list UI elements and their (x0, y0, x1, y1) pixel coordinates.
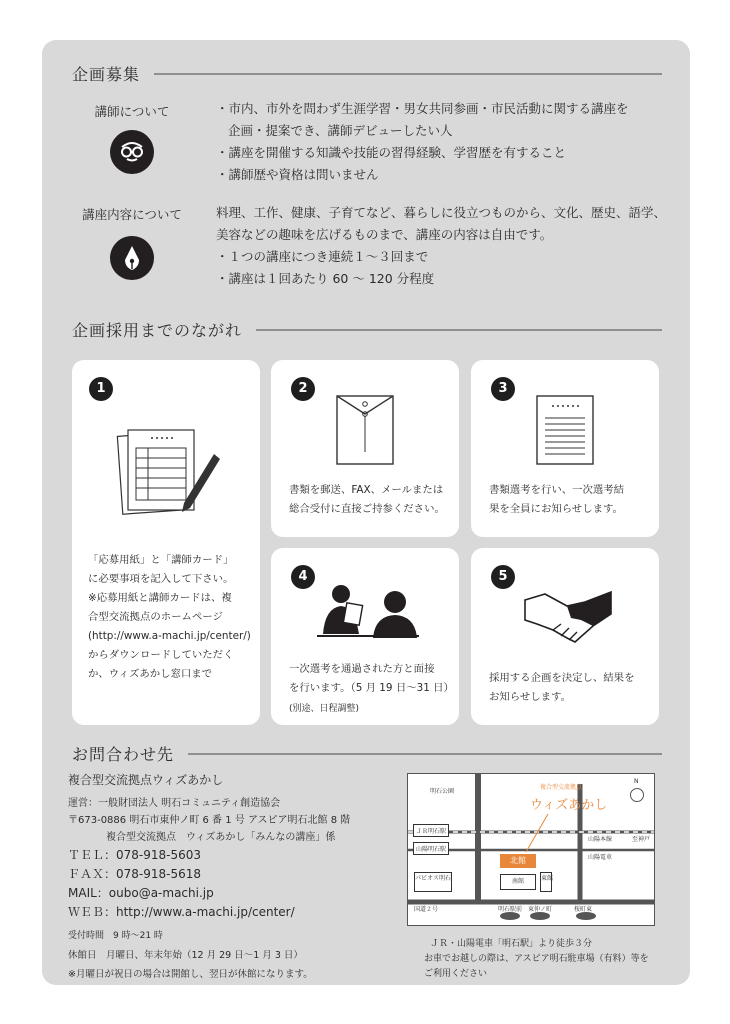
step-1-line-4: 合型交流拠点のホームページ (88, 611, 223, 623)
map-facility: ウィズあかし (530, 798, 608, 813)
content-item-1: 料理、工作、健康、子育てなど、暮らしに役立つものから、文化、歴史、語学、 (216, 205, 667, 220)
access-map (407, 773, 655, 926)
address: 〒673-0886 明石市東仲ノ町 6 番 1 号 アスピア明石北館 8 階 (68, 815, 351, 826)
step-card-5 (471, 548, 659, 725)
map-jr-station: ＪＲ明石駅 (413, 824, 449, 837)
map-facility-sub: 複合型交流拠点 (540, 784, 583, 791)
map-parking: お車でお越しの際は、アスピア明石駐車場（有料）等を (424, 954, 649, 964)
map-sanyo-station: 山陽明石駅 (413, 842, 449, 855)
flow-section-header (72, 318, 662, 341)
step-5-line-2: お知らせします。 (489, 691, 571, 703)
section-name: 複合型交流拠点 ウィズあかし「みんなの講座」係 (106, 832, 336, 843)
compass-icon (630, 788, 644, 802)
closed-days: 休館日 月曜日、年末年始（12 月 29 日～1 月 3 日） (68, 950, 303, 961)
step-number: 4 (291, 565, 315, 589)
map-east-building: 東館 (540, 872, 552, 892)
operator: 運営：一般財団法人 明石コミュニティ創造協会 (68, 798, 281, 809)
map-north-building: 北館 (500, 854, 536, 868)
pen-nib-icon (110, 236, 154, 280)
step-1-line-2: に必要事項を記入して下さい。 (88, 573, 234, 585)
closed-note: ※月曜日が祝日の場合は開館し、翌日が休館になります。 (68, 969, 313, 980)
contact-section-header (72, 742, 662, 765)
map-pavios: パピオス明石 (414, 872, 452, 892)
step-4-note: (別途、日程調整) (289, 704, 360, 714)
map-jr-line: 山陽本線 (588, 836, 613, 843)
lecturer-item-1: ・市内、市外を問わず生涯学習・男女共同参画・市民活動に関する講座を (216, 101, 629, 116)
mail-link[interactable]: MAIL：oubo@a-machi.jp (68, 886, 214, 900)
glasses-face-icon (110, 130, 154, 174)
fax: ＦＡＸ：078-918-5618 (68, 867, 202, 881)
step-number: 2 (291, 377, 315, 401)
divider (188, 753, 662, 755)
step-4-line-1: 一次選考を通過された方と面接 (289, 663, 435, 675)
hours: 受付時間 9 時～21 時 (68, 931, 163, 941)
step-1-line-7: か、ウィズあかし窓口まで (88, 668, 213, 680)
step-number: 3 (491, 377, 515, 401)
map-south-building: 南館 (500, 874, 536, 890)
step-2-line-2: 総合受付に直接ご持参ください。 (289, 503, 445, 515)
lecturer-item-1b: 企画・提案でき、講師デビューしたい人 (228, 123, 453, 138)
map-sanyo-line: 山陽電車 (588, 854, 613, 861)
divider (154, 73, 662, 75)
step-4-line-2: を行います。（5 月 19 日～31 日） (289, 682, 454, 694)
map-bus2: 東仲ノ町 (528, 906, 553, 913)
step-number: 5 (491, 565, 515, 589)
content-item-3: ・１つの講座につき連続１～３回まで (216, 249, 429, 264)
step-1-url: (http://www.a-machi.jp/center/) (88, 630, 251, 642)
step-card-1 (72, 360, 260, 725)
content-item-4: ・講座は１回あたり 60 ～ 120 分程度 (216, 271, 435, 286)
step-3-line-2: 果を全員にお知らせします。 (489, 503, 623, 515)
envelope-icon (333, 392, 397, 468)
map-parking-2: ご利用ください (424, 969, 488, 979)
application-form-icon (116, 422, 226, 517)
lecturer-item-2: ・講座を開催する知識や技能の習得経験、学習歴を有すること (216, 145, 567, 160)
map-bus1: 明石駅前 (498, 906, 523, 913)
document-icon (533, 392, 597, 468)
map-route2: 国道２号 (414, 906, 439, 913)
org-name: 複合型交流拠点ウィズあかし (68, 773, 224, 787)
lecturer-item-3: ・講師歴や資格は問いません (216, 167, 379, 182)
tel: ＴＥＬ：078-918-5603 (68, 848, 202, 862)
map-access: ＪＲ・山陽電車「明石駅」より徒歩３分 (430, 939, 593, 949)
content-item-2: 美容などの趣味を広げるものまで、講座の内容は自由です。 (216, 227, 553, 242)
step-3-line-1: 書類選考を行い、一次選考結 (489, 484, 625, 496)
recruit-heading: 企画募集 (72, 65, 141, 84)
map-kobe: 至神戸 (632, 836, 651, 843)
step-1-line-3: ※応募用紙と講師カードは、複 (88, 592, 232, 604)
map-park: 明石公園 (430, 788, 455, 795)
step-card-3 (471, 360, 659, 537)
step-card-4 (271, 548, 459, 725)
step-1-line-6: からダウンロードしていただく (88, 649, 234, 661)
step-2-line-1: 書類を郵送、FAX、メールまたは (289, 484, 444, 496)
flow-heading: 企画採用までのながれ (72, 321, 243, 340)
recruit-section-header (72, 62, 662, 85)
step-number: 1 (89, 377, 113, 401)
divider (256, 329, 662, 331)
map-north: N (634, 778, 639, 785)
content-label: 講座内容について (82, 207, 182, 222)
lecturer-label: 講師について (94, 104, 170, 119)
map-bus3: 桜町東 (574, 906, 593, 913)
interview-icon (315, 578, 421, 644)
step-card-2 (271, 360, 459, 537)
handshake-icon (523, 588, 613, 650)
web-link[interactable]: ＷＥＢ：http://www.a-machi.jp/center/ (68, 905, 295, 919)
step-1-line-1: 「応募用紙」と「講師カード」 (88, 554, 234, 566)
step-5-line-1: 採用する企画を決定し、結果を (489, 672, 635, 684)
contact-heading: お問合わせ先 (72, 745, 175, 764)
